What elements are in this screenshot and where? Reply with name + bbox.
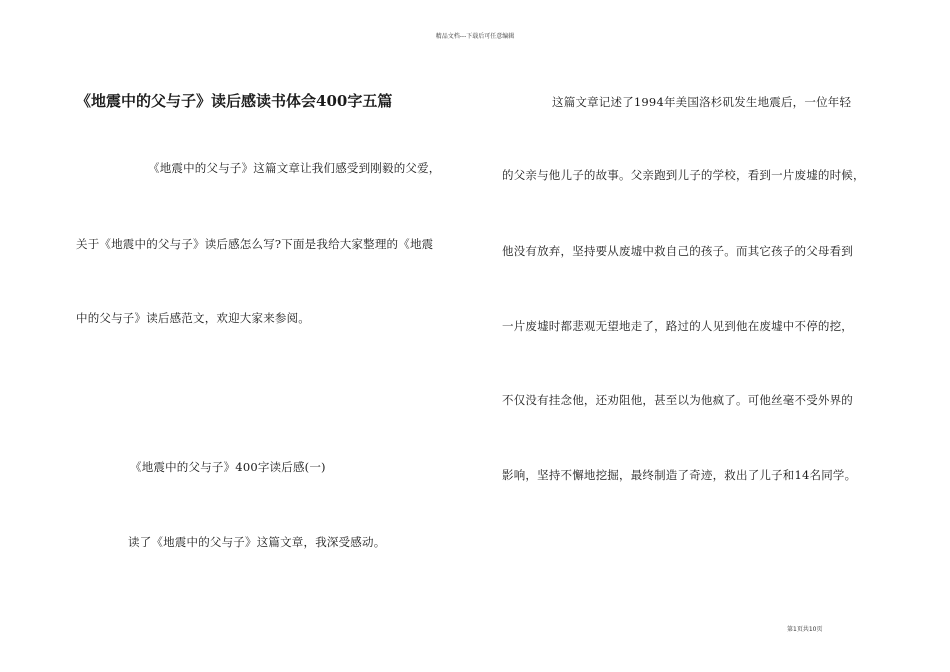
intro-line-3: 中的父与子》读后感范文，欢迎大家来参阅。: [76, 311, 310, 325]
right-line-2: 的父亲与他儿子的故事。父亲跑到儿子的学校，看到一片废墟的时候，: [502, 168, 865, 182]
right-line-4: 一片废墟时都悲观无望地走了，路过的人见到他在废墟中不停的挖，: [502, 319, 853, 333]
right-line-1: 这篇文章记述了1994年美国洛杉矶发生地震后，一位年轻: [552, 95, 852, 109]
right-line-5: 不仅没有挂念他，还劝阻他，甚至以为他疯了。可他丝毫不受外界的: [502, 393, 853, 407]
page-header: 精品文档---下载后可任意编辑: [435, 33, 515, 40]
section-first-line: 读了《地震中的父与子》这篇文章，我深受感动。: [128, 535, 386, 549]
document-title: 《地震中的父与子》读后感读书体会400字五篇: [76, 92, 393, 110]
intro-line-2: 关于《地震中的父与子》读后感怎么写?下面是我给大家整理的《地震: [76, 237, 434, 251]
right-line-6: 影响，坚持不懈地挖掘，最终制造了奇迹，救出了儿子和14名同学。: [502, 468, 857, 482]
intro-line-1: 《地震中的父与子》这篇文章让我们感受到刚毅的父爱，: [148, 161, 441, 175]
page-footer: 第1页共10页: [787, 626, 823, 633]
section-heading: 《地震中的父与子》400字读后感(一): [130, 460, 326, 474]
right-line-3: 他没有放弃，坚持要从废墟中救自己的孩子。而其它孩子的父母看到: [502, 244, 853, 258]
